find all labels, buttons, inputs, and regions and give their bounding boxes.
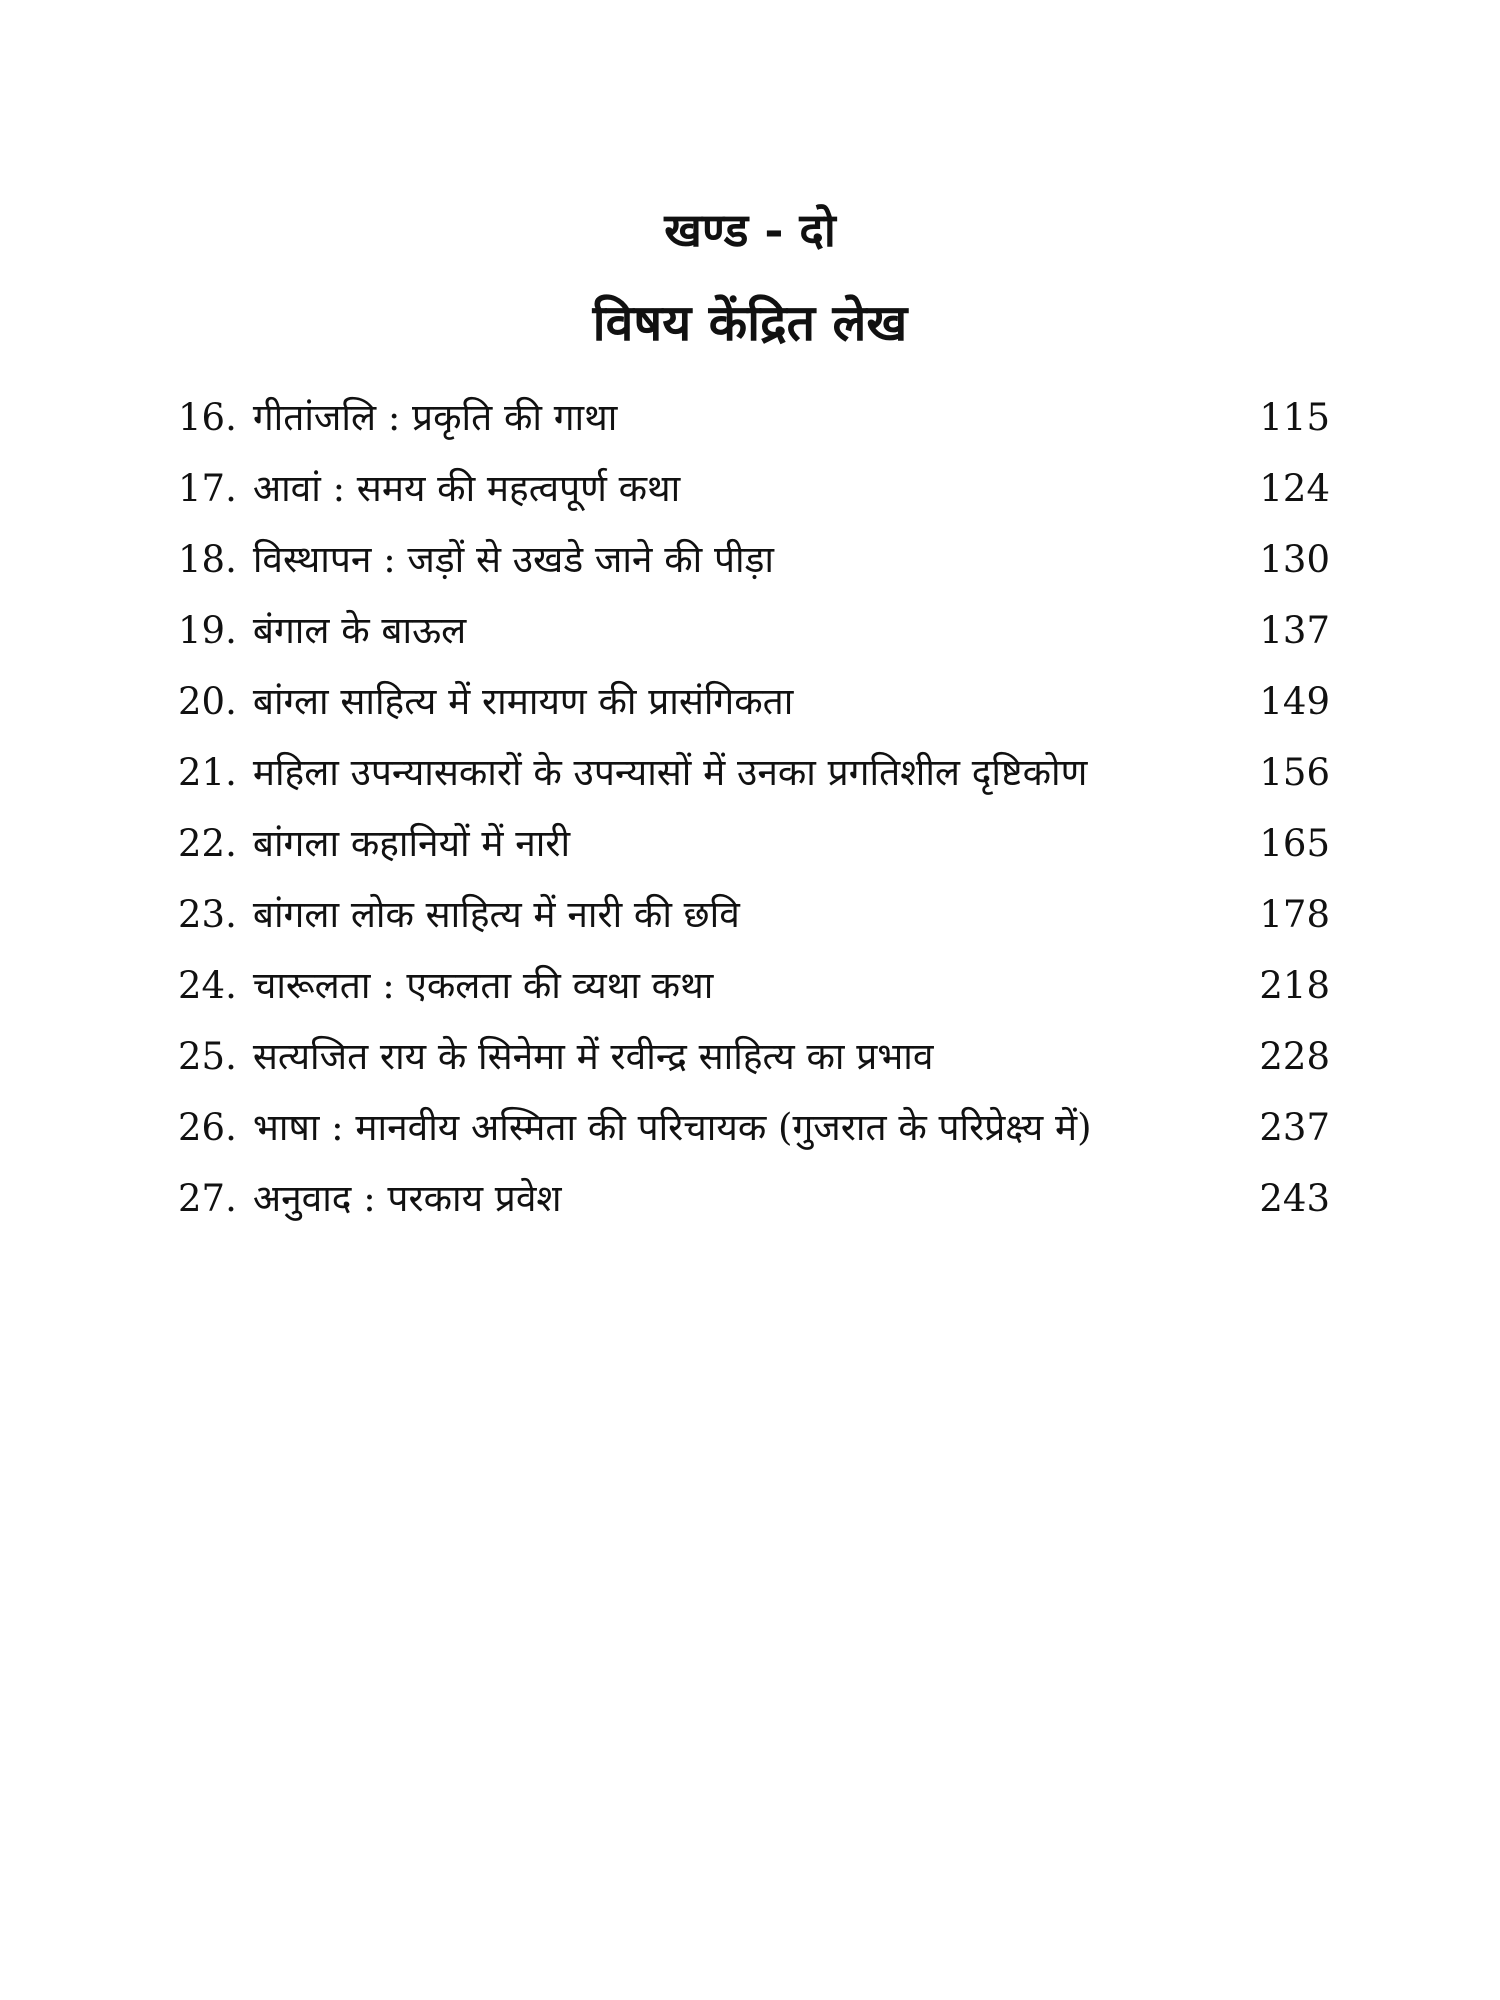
toc-number: 26.: [178, 1105, 237, 1149]
toc-title: सत्यजित राय के सिनेमा में रवीन्द्र साहित्य का प्रभाव: [252, 1034, 934, 1078]
toc-title: बांगला कहानियों में नारी: [252, 821, 571, 865]
toc-page-number: 115: [1259, 395, 1330, 439]
toc-page-number: 228: [1259, 1034, 1330, 1078]
toc-title: भाषा : मानवीय अस्मिता की परिचायक (गुजरात के परिप्रेक्ष्य में): [252, 1105, 1092, 1149]
toc-number: 17.: [178, 466, 237, 510]
toc-number: 24.: [178, 963, 237, 1007]
toc-number: 27.: [178, 1176, 237, 1220]
toc-entry-17: [178, 453, 1330, 524]
toc-entry-24: [178, 950, 1330, 1021]
toc-title: विस्थापन : जड़ों से उखडे जाने की पीड़ा: [252, 537, 774, 581]
toc-page-number: 137: [1259, 608, 1330, 652]
toc-entry-27: [178, 1163, 1330, 1234]
toc-number: 21.: [178, 750, 237, 794]
toc-entry-21: [178, 737, 1330, 808]
toc-entry-23: [178, 879, 1330, 950]
toc-page-number: 243: [1259, 1176, 1330, 1220]
toc-page-number: 165: [1259, 821, 1330, 865]
toc-number: 18.: [178, 537, 237, 581]
section-label: खण्ड - दो: [664, 203, 836, 257]
toc-page-number: 218: [1259, 963, 1330, 1007]
toc-entry-16: [178, 382, 1330, 453]
toc-page-number: 156: [1259, 750, 1330, 794]
toc-title: महिला उपन्यासकारों के उपन्यासों में उनका प्रगतिशील दृष्टिकोण: [252, 750, 1088, 794]
toc-title: बांगला लोक साहित्य में नारी की छवि: [252, 892, 740, 936]
toc-page-number: 149: [1259, 679, 1330, 723]
toc-entry-22: [178, 808, 1330, 879]
toc-entry-19: [178, 595, 1330, 666]
toc-entry-25: [178, 1021, 1330, 1092]
toc-title: बांग्ला साहित्य में रामायण की प्रासंगिकता: [252, 679, 794, 723]
toc-title: आवां : समय की महत्वपूर्ण कथा: [252, 466, 681, 510]
section-title: विषय केंद्रित लेख: [592, 293, 908, 352]
toc-page-number: 124: [1259, 466, 1330, 510]
toc-entry-18: [178, 524, 1330, 595]
toc-number: 20.: [178, 679, 237, 723]
toc-title: बंगाल के बाऊल: [252, 608, 467, 652]
toc-number: 25.: [178, 1034, 237, 1078]
toc-number: 16.: [178, 395, 237, 439]
toc-page-number: 178: [1259, 892, 1330, 936]
toc-entry-26: [178, 1092, 1330, 1163]
toc-page-number: 130: [1259, 537, 1330, 581]
toc-entry-20: [178, 666, 1330, 737]
table-of-contents: [178, 382, 1330, 1234]
toc-title: चारूलता : एकलता की व्यथा कथा: [252, 963, 714, 1007]
toc-title: गीतांजलि : प्रकृति की गाथा: [252, 395, 618, 439]
toc-title: अनुवाद : परकाय प्रवेश: [252, 1176, 562, 1220]
toc-number: 19.: [178, 608, 237, 652]
toc-number: 22.: [178, 821, 237, 865]
toc-page-number: 237: [1259, 1105, 1330, 1149]
toc-number: 23.: [178, 892, 237, 936]
